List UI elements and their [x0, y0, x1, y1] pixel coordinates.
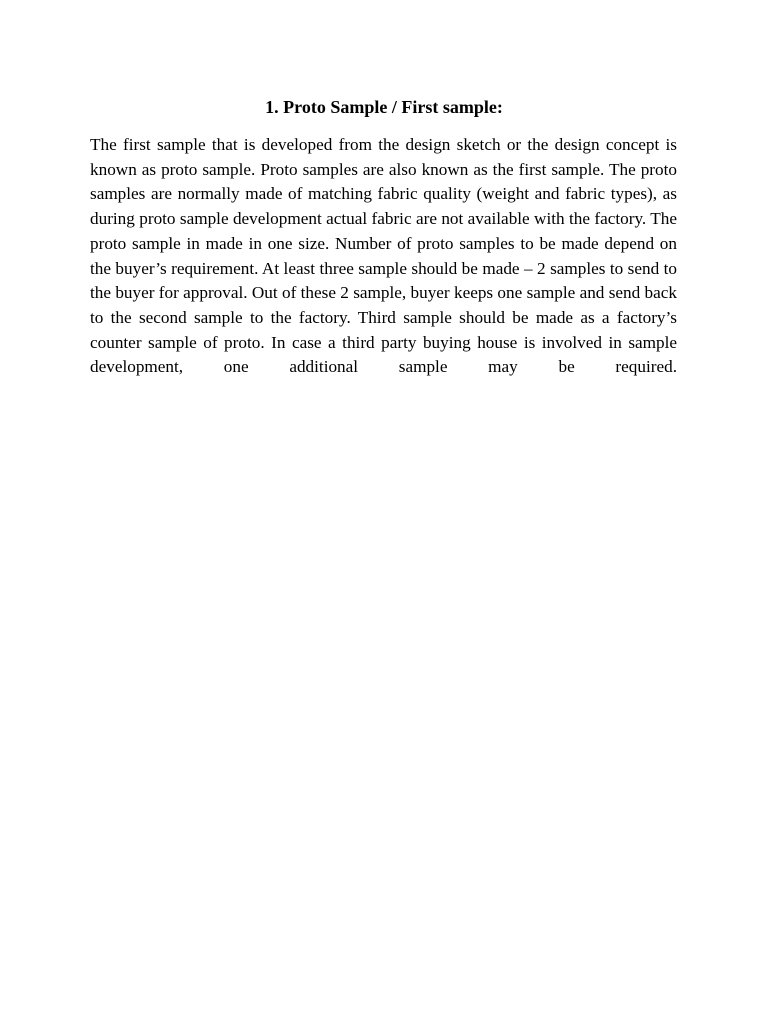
body-paragraph: The first sample that is developed from the design sketch or the design concept is known as proto sample. Proto samples are also known as the first sample. The proto samples are normally made of matching fabric quality (weight and fabric types), as during proto sample development actual fabric are not available with the factory. The proto sample in made in one size. Number of proto samples to be made depend on the buyer’s requirement. At least three sample should be made – 2 samples to send to the buyer for approval. Out of these 2 sample, buyer keeps one sample and send back to the second sample to the factory. Third sample should be made as a factory’s counter sample of proto. In case a third party buying house is involved in sample development, one additional sample may be required. — [90, 135, 677, 377]
section-heading: 1. Proto Sample / First sample: — [265, 97, 503, 117]
